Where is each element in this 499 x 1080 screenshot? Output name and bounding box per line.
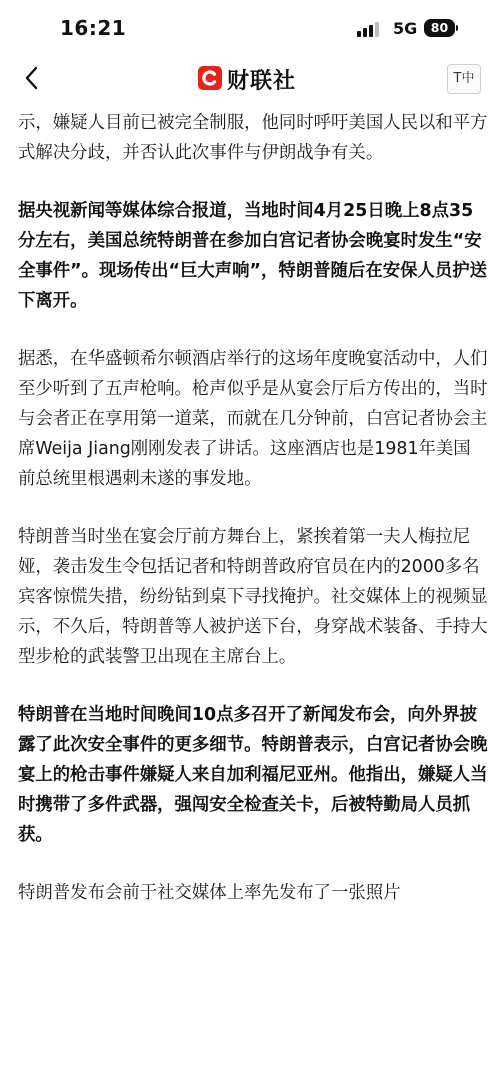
article-paragraph: 据悉，在华盛顿希尔顿酒店举行的这场年度晚宴活动中，人们至少听到了五声枪响。枪声似乎是从宴会厅后方传出的，当时与会者正在享用第一道菜，而就在几分钟前，白宫记者协会主席Weija Jiang刚刚发表了讲话。这座酒店也是1981年美国前总统里根遇刺未遂的事发地。: [18, 349, 488, 489]
nav-bar: [0, 58, 499, 98]
battery-tip: [456, 25, 458, 31]
article-paragraph: 特朗普当时坐在宴会厅前方舞台上，紧挨着第一夫人梅拉尼娅，袭击发生令包括记者和特朗普政府官员在内的2000多名宾客惊慌失措，纷纷钻到桌下寻找掩护。社交媒体上的视频显示，不久后，特朗普等人被护送下台，身穿战术装备、手持大型步枪的武装警卫出现在主席台上。: [18, 527, 488, 667]
font-size-toggle-button[interactable]: T中: [447, 64, 481, 94]
article-paragraph: 示，嫌疑人目前已被完全制服，他同时呼吁美国人民以和平方式解决分歧，并否认此次事件与伊朗战争有关。: [18, 113, 488, 163]
article-body: [18, 100, 488, 936]
brand-c-icon: [198, 66, 222, 90]
signal-icon: [357, 21, 381, 37]
status-time: 16:21: [60, 16, 127, 40]
article-paragraph: 特朗普在当地时间晚间10点多召开了新闻发布会，向外界披露了此次安全事件的更多细节。特朗普表示，白宫记者协会晚宴上的枪击事件嫌疑人来自加利福尼亚州。他指出，嫌疑人当时携带了多件武器，强闯安全检查关卡，后被特勤局人员抓获。: [18, 705, 488, 845]
battery-icon: 80: [424, 19, 455, 37]
brand-name: 财联社: [227, 69, 297, 94]
article-paragraph: 特朗普发布会前于社交媒体上率先发布了一张照片: [18, 883, 401, 903]
chevron-left-icon[interactable]: [22, 64, 42, 92]
article-paragraph: 据央视新闻等媒体综合报道，当地时间4月25日晚上8点35分左右，美国总统特朗普在参加白宫记者协会晚宴时发生“安全事件”。现场传出“巨大声响”，特朗普随后在安保人员护送下离开。: [18, 201, 488, 311]
status-bar: [0, 0, 499, 58]
network-label: 5G: [393, 19, 418, 38]
